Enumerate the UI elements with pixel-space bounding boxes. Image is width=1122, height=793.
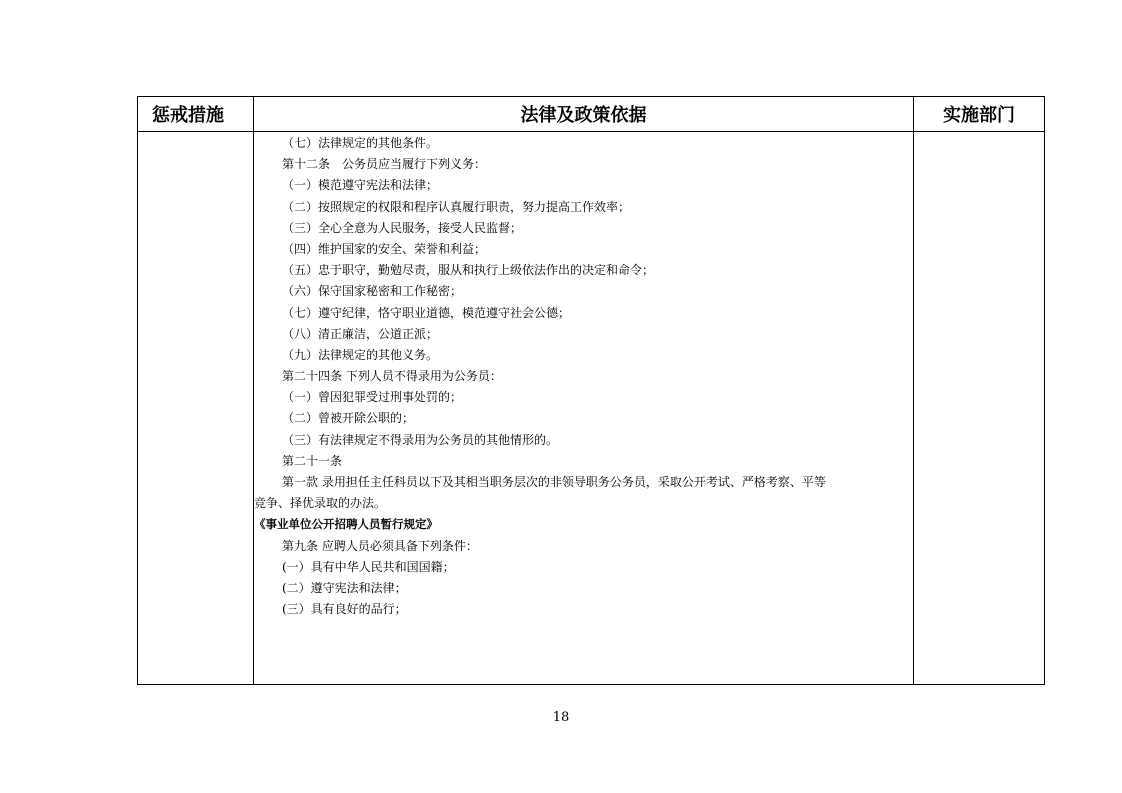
text-line: (二）遵守宪法和法律； (282, 580, 407, 595)
text-line: （九）法律规定的其他义务。 (282, 347, 439, 362)
law-title: 《事业单位公开招聘人员暂行规定》 (254, 517, 438, 532)
text-line: 第十二条 公务员应当履行下列义务： (282, 157, 487, 172)
text-line: 第二十四条 下列人员不得录用为公务员： (282, 369, 502, 384)
text-line: （八）清正廉洁，公道正派； (282, 326, 439, 341)
text-line: （七）法律规定的其他条件。 (282, 136, 439, 150)
basis-cell (254, 132, 914, 685)
text-line: （三）全心全意为人民服务，接受人民监督； (282, 220, 523, 235)
text-line: （三）有法律规定不得录用为公务员的其他情形的。 (282, 432, 559, 447)
text-line: （一）曾因犯罪受过刑事处罚的； (282, 390, 463, 405)
measure-cell (138, 132, 254, 685)
text-line: 第二十一条 (282, 453, 343, 468)
text-line: （一）模范遵守宪法和法律； (282, 178, 439, 193)
header-basis: 法律及政策依据 (254, 97, 914, 132)
text-line: （五）忠于职守，勤勉尽责，服从和执行上级依法作出的决定和命令； (282, 263, 655, 278)
text-line: (一）具有中华人民共和国国籍； (282, 559, 455, 574)
text-line: 竞争、择优录取的办法。 (254, 496, 387, 511)
department-cell (914, 132, 1045, 685)
text-line: （二）按照规定的权限和程序认真履行职责，努力提高工作效率； (282, 199, 631, 214)
table-header-row (138, 97, 1045, 132)
header-department: 实施部门 (914, 97, 1045, 132)
page-number: 18 (552, 710, 570, 725)
text-line: （七）遵守纪律，恪守职业道德，模范遵守社会公德； (282, 305, 571, 320)
text-line: （二）曾被开除公职的； (282, 411, 415, 426)
text-line: （四）维护国家的安全、荣誉和利益； (282, 241, 487, 256)
text-line: （六）保守国家秘密和工作秘密； (282, 284, 463, 299)
text-line: (三）具有良好的品行； (282, 602, 407, 617)
text-line: 第九条 应聘人员必须具备下列条件： (282, 538, 478, 553)
measures-table (137, 96, 1045, 685)
table-row (138, 132, 1045, 685)
basis-text-block (254, 132, 913, 620)
header-measure: 惩戒措施 (138, 97, 254, 132)
text-line: 第一款 录用担任主任科员以下及其相当职务层次的非领导职务公务员，采取公开考试、严格考察、平等 (282, 475, 826, 489)
